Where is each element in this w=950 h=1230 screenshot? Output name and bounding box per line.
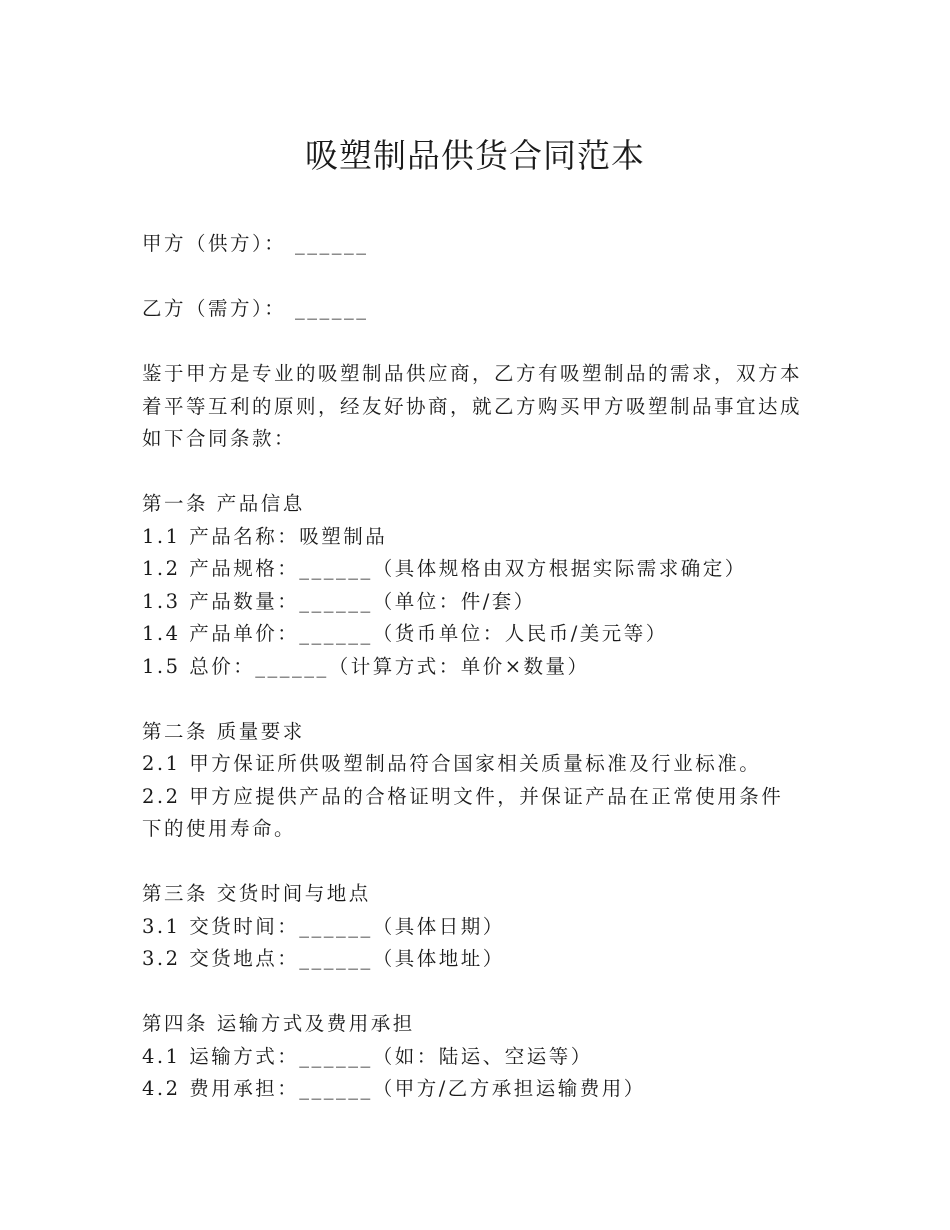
clause-4-1: 4.1 运输方式：______（如：陆运、空运等） (142, 1044, 593, 1068)
spacer (142, 326, 802, 359)
clause-1-3: 1.3 产品数量：______（单位：件/套） (142, 589, 536, 613)
spacer (142, 846, 802, 879)
article-heading: 第三条 交货时间与地点 (142, 882, 371, 905)
clause-1-1: 1.1 产品名称：吸塑制品 (142, 524, 388, 548)
document-title: 吸塑制品供货合同范本 (305, 136, 645, 175)
article-4 (142, 1008, 802, 1106)
spacer (142, 683, 802, 716)
article-heading: 第一条 产品信息 (142, 492, 305, 515)
clause-1-2: 1.2 产品规格：______（具体规格由双方根据实际需求确定） (142, 557, 747, 580)
clause-2-1: 2.1 甲方保证所供吸塑制品符合国家相关质量标准及行业标准。 (142, 752, 762, 775)
clause-1-5: 1.5 总价：______（计算方式：单价×数量） (142, 654, 590, 678)
clause-3-2: 3.2 交货地点：______（具体地址） (142, 947, 505, 970)
preamble-paragraph: 鉴于甲方是专业的吸塑制品供应商，乙方有吸塑制品的需求，双方本着平等互利的原则，经友好协商，就乙方购买甲方吸塑制品事宜达成如下合同条款： (142, 362, 803, 450)
clause-3-1: 3.1 交货时间：______（具体日期） (142, 914, 505, 938)
article-1 (142, 488, 802, 683)
article-3 (142, 878, 802, 976)
clause-1-4: 1.4 产品单价：______（货币单位：人民币/美元等） (142, 622, 668, 645)
article-heading: 第四条 运输方式及费用承担 (142, 1012, 415, 1035)
spacer (142, 261, 802, 294)
clause-4-2: 4.2 费用承担：______（甲方/乙方承担运输费用） (142, 1077, 646, 1100)
party-b-line: 乙方（需方）： ______ (142, 297, 369, 320)
spacer (142, 976, 802, 1009)
article-2 (142, 716, 802, 846)
spacer (142, 456, 802, 489)
article-heading: 第二条 质量要求 (142, 719, 305, 743)
party-a-line: 甲方（供方）： ______ (142, 232, 369, 255)
document-body (142, 228, 802, 1106)
clause-2-2: 2.2 甲方应提供产品的合格证明文件，并保证产品在正常使用条件下的使用寿命。 (142, 784, 784, 840)
